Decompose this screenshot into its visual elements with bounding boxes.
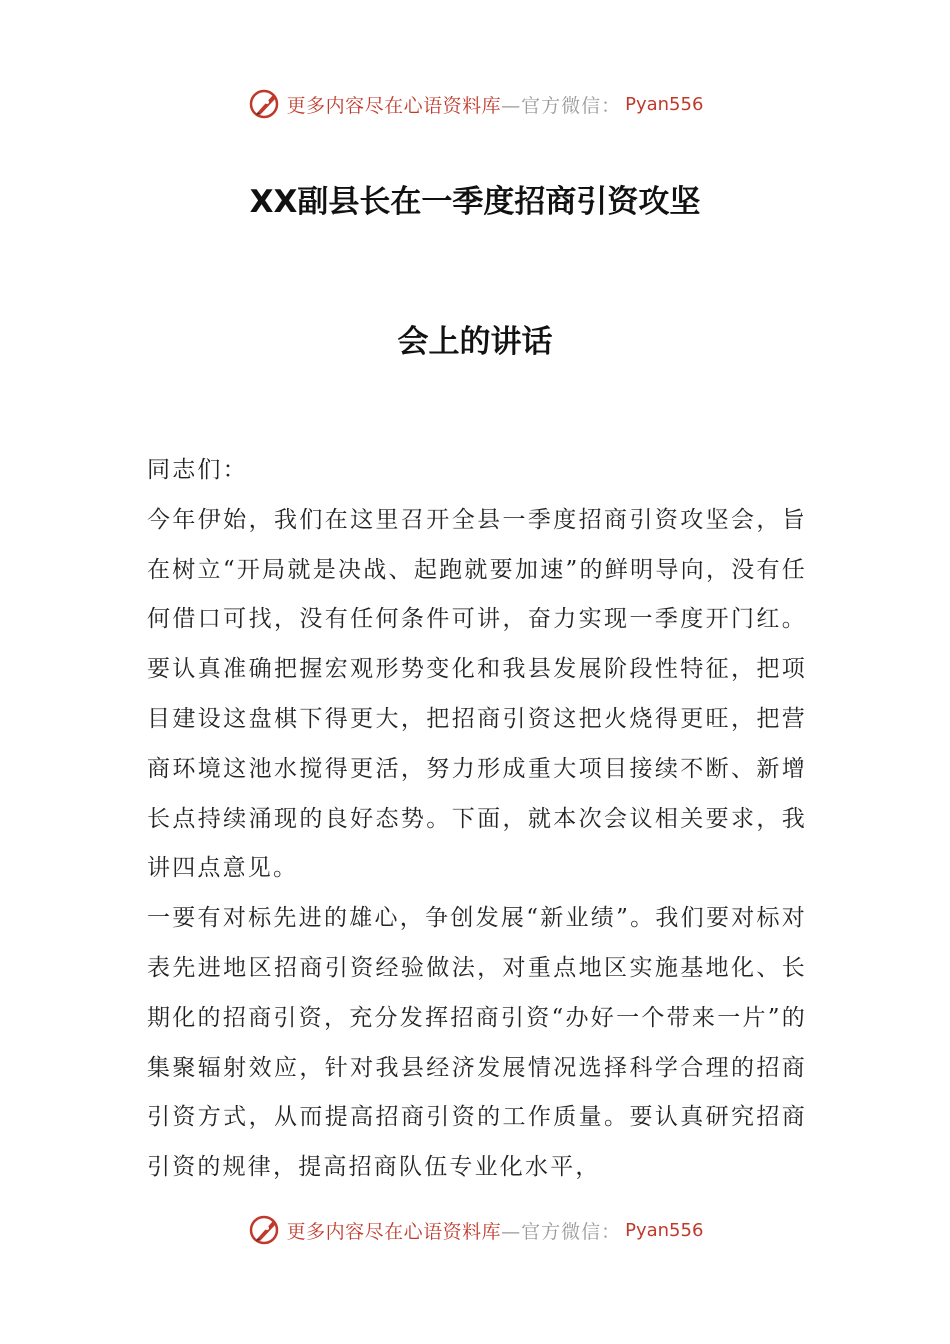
document-body (147, 446, 807, 1193)
banner-wechat-id: Pyan556 (625, 1219, 704, 1241)
document-title-line-2: 会上的讲话 (397, 324, 553, 360)
banner-wechat-id: Pyan556 (625, 93, 704, 115)
pen-circle-logo-icon (247, 1212, 283, 1248)
footer-banner (0, 1210, 950, 1250)
banner-official-text: —官方微信： (501, 94, 622, 117)
salutation: 同志们： (147, 457, 248, 483)
banner-site-text: 更多内容尽在心语资料库 (286, 94, 502, 117)
pen-circle-logo-icon (247, 86, 283, 122)
banner-official-text: —官方微信： (501, 1220, 622, 1243)
paragraph: 一要有对标先进的雄心，争创发展“新业绩”。我们要对标对表先进地区招商引资经验做法，对重点地区实施基地化、长期化的招商引资，充分发挥招商引资“办好一个带来一片”的集聚辐射效应，针对我县经济发展情况选择科学合理的招商引资方式，从而提高招商引资的工作质量。要认真研究招商引资的规律，提高招商队伍专业化水平， (147, 905, 807, 1181)
document-title-line-1: XX副县长在一季度招商引资攻坚 (249, 184, 701, 220)
header-banner (0, 84, 950, 124)
banner-site-text: 更多内容尽在心语资料库 (286, 1220, 502, 1243)
paragraph: 今年伊始，我们在这里召开全县一季度招商引资攻坚会，旨在树立“开局就是决战、起跑就要加速”的鲜明导向，没有任何借口可找，没有任何条件可讲，奋力实现一季度开门红。要认真准确把握宏观形势变化和我县发展阶段性特征，把项目建设这盘棋下得更大，把招商引资这把火烧得更旺，把营商环境这池水搅得更活，努力形成重大项目接续不断、新增长点持续涌现的良好态势。下面，就本次会议相关要求，我讲四点意见。 (147, 506, 807, 882)
